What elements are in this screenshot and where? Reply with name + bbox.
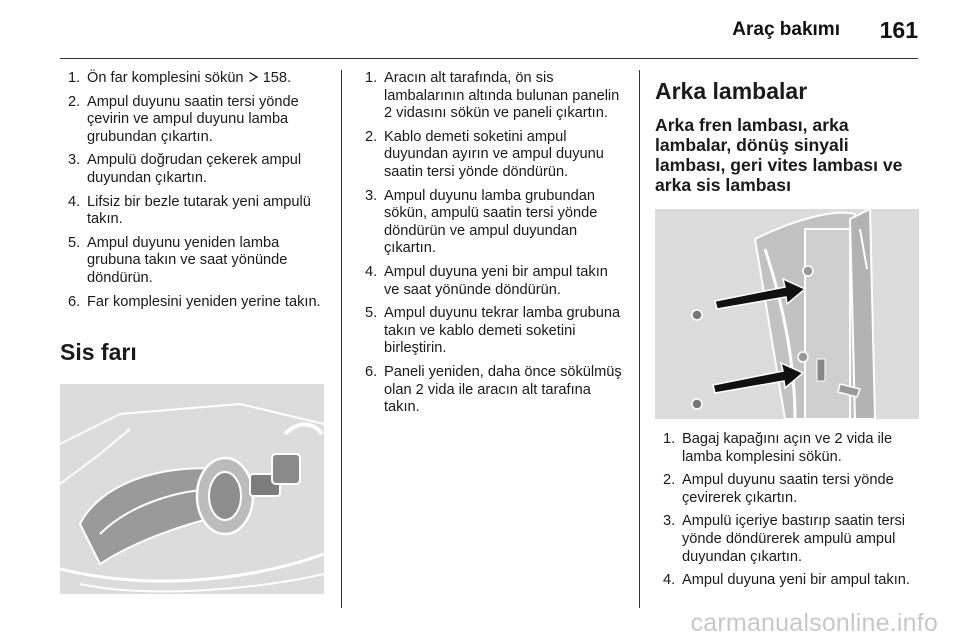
rear-lamp-illustration	[655, 209, 919, 419]
column-2	[357, 70, 627, 423]
column-divider-right	[639, 70, 640, 608]
list-item: 1. Ön far komplesini sökün 158.	[68, 70, 292, 86]
rear-lamps-heading: Arka lambalar	[655, 78, 808, 104]
page-header	[60, 0, 918, 59]
list-item: 2. Kablo demeti soketini ampul duyundan ayırın ve ampul duyunu saatin tersi yönde döndürün.	[365, 128, 604, 180]
watermark: carmanualsonline.info	[690, 609, 938, 637]
column-3	[655, 70, 921, 596]
section-title: Araç bakımı	[732, 19, 840, 40]
list-item: 3. Ampulü doğrudan çekerek ampul duyundan çıkartın.	[68, 152, 302, 186]
list-item: 5. Ampul duyunu yeniden lamba grubuna takın ve saat yönünde döndürün.	[68, 234, 288, 286]
fog-lamp-steps	[357, 70, 627, 417]
rear-lamp-steps	[655, 431, 921, 590]
fog-lamp-illustration	[60, 384, 324, 594]
fog-lamp-heading: Sis farı	[60, 339, 137, 366]
list-item: 4. Ampul duyuna yeni bir ampul takın.	[663, 572, 910, 589]
list-item: 2. Ampul duyunu saatin tersi yönde çevirin ve ampul duyunu lamba grubundan çıkartın.	[68, 93, 299, 145]
column-divider-left	[341, 70, 342, 608]
list-item: 3. Ampul duyunu lamba grubundan sökün, ampulü saatin tersi yönde döndürün ve ampul duyundan çıkartın.	[365, 187, 598, 257]
list-item: 3. Ampulü içeriye bastırıp saatin tersi yönde döndürerek ampulü ampul duyundan çıkartın.	[663, 513, 906, 565]
list-item: 1. Bagaj kapağını açın ve 2 vida ile lamba komplesini sökün.	[663, 431, 893, 465]
list-item: 4. Lifsiz bir bezle tutarak yeni ampulü takın.	[68, 193, 311, 228]
headlamp-steps	[60, 70, 326, 311]
list-item: 1. Aracın alt tarafında, ön sis lambalarının altında bulunan panelin 2 vidasını sökün ve paneli çıkartın.	[365, 70, 620, 122]
column-1	[60, 70, 326, 594]
list-item: 6. Paneli yeniden, daha önce sökülmüş olan 2 vida ile aracın alt tarafına takın.	[365, 363, 622, 416]
list-item: 2. Ampul duyunu saatin tersi yönde çevirerek çıkartın.	[663, 472, 894, 506]
page-reference-icon[interactable]	[248, 71, 259, 83]
rear-lamps-subheading: Arka fren lambası, arka lambalar, dönüş sinyali lambası, geri vites lambası ve arka sis lambası	[655, 115, 903, 195]
list-item: 6. Far komplesini yeniden yerine takın.	[68, 293, 321, 310]
page-number: 161	[879, 17, 918, 43]
list-item: 5. Ampul duyunu tekrar lamba grubuna takın ve kablo demeti soketini birleştirin.	[365, 305, 621, 357]
list-item: 4. Ampul duyuna yeni bir ampul takın ve saat yönünde döndürün.	[365, 263, 608, 298]
page-reference[interactable]: 158.	[262, 70, 292, 86]
